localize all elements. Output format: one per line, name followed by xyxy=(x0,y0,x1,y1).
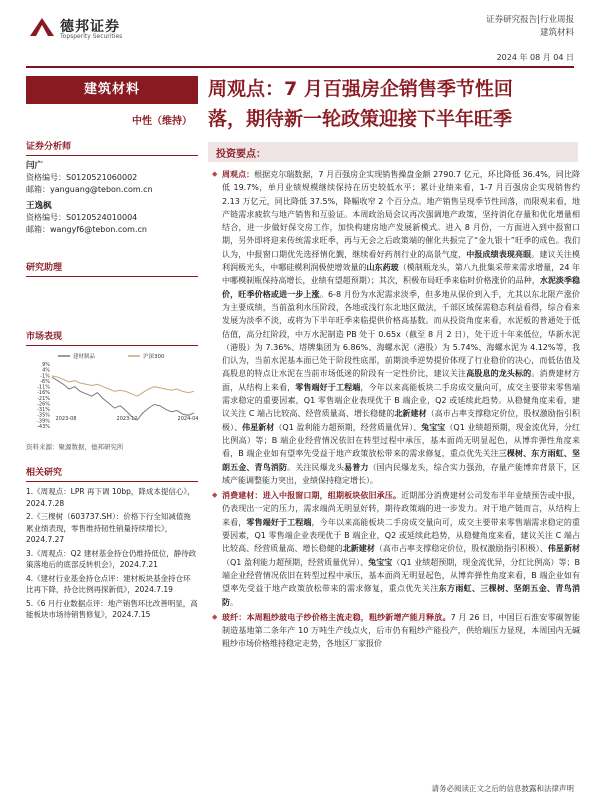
y-tick-label: -21% xyxy=(37,395,50,402)
market-chart-svg xyxy=(26,352,198,440)
y-tick-label: -6% xyxy=(40,378,50,385)
key-points-label: 投资要点： xyxy=(216,149,266,160)
footer-disclaimer: 请务必阅读正文之后的信息披露和法律声明 xyxy=(431,784,574,793)
paragraph-glass-fiber xyxy=(214,611,580,651)
para-text: 7 月 26 日，中国巨石淮安零碳智能制造基地第二条年产 10 万吨生产线点火，后市仍有粗纱产能投产，供给端压力显现，本周国内无碱粗纱市场价格维持稳定走势，各地区厂家报价 xyxy=(222,612,580,649)
para-bold: 水泥淡季稳价，旺季价格或进一步上涨 xyxy=(222,276,581,299)
market-chart xyxy=(26,352,198,552)
y-tick-label: 4% xyxy=(42,367,50,374)
para-bold: 北新建材 xyxy=(394,409,427,419)
series-line xyxy=(52,376,194,396)
para-text: 。建议关注模利润极光头，中哪硅模利润极使增效量的 xyxy=(222,249,581,273)
company-name-en: Topsperity Securities xyxy=(60,33,123,40)
sector-label: 建筑材料 xyxy=(26,76,198,104)
report-type: 证券研究报告|行业周报 xyxy=(486,15,574,25)
related-item[interactable]: 3.《周观点：Q2 建材基金持仓仍维持低位，静待政策落地后的底部反转机会》，2024.7.21 xyxy=(26,548,197,569)
para-text: 。关注民爆龙头 xyxy=(287,462,345,472)
para-text: （Q1 盈利能力超预期，经营质量优异）、 xyxy=(274,422,422,432)
related-item[interactable]: 4.《建材行业基金持仓点评：建材板块基金持仓环比再下降，持仓比例再探新低》，2024.7.19 xyxy=(26,573,191,594)
rating-label: 中性（维持） xyxy=(132,116,192,127)
chart-source: 资料来源：聚源数据，德邦研究所 xyxy=(26,443,124,451)
para-text: （Q1 业绩超预期，现金流优异，分红比例高）等；B 端企业经营情况依旧在转型过程中承压，基本面尚无明显起色，从博弈弹性角度来看，B 端企业如有望率先受益于地产政策放松带来的需求修复，重点优先关注 xyxy=(222,422,581,459)
legend-label: 建材制品 xyxy=(73,354,96,360)
assistant-section-title: 研究助理 xyxy=(26,260,198,277)
series-line xyxy=(52,377,194,420)
company-name: 德邦证券 xyxy=(60,19,120,35)
market-section-title: 市场表现 xyxy=(26,329,198,346)
analyst-section-title: 证券分析师 xyxy=(26,139,198,156)
key-points-bar xyxy=(208,142,578,162)
legend-label: 沪深300 xyxy=(143,354,165,360)
y-tick-label: -26% xyxy=(37,401,50,408)
related-item[interactable]: 2.《三棵树（603737.SH）：价格下行全知减值拖累业绩表现，零售维持韧性销量持续增长》，2024.7.27 xyxy=(26,512,191,544)
para-bold: 易普力 xyxy=(344,462,369,472)
analyst-name: 闫广 xyxy=(26,161,44,171)
analyst-2 xyxy=(26,200,198,236)
para-text: （国内民爆龙头，综合实力强劲，存量产能博弈背景下，区域产能调整能力突出，业绩保持稳定增长）。 xyxy=(222,462,581,485)
para-text: （模制瓶龙头，第八九批集采带来需求增量，24 年中哪模制瓶保持高增长，业绩有望超预期）；其次，积极布局旺季来临时价格涨价的品种， xyxy=(222,263,580,286)
paragraph-weekly-view xyxy=(214,168,580,487)
para-bold: 北新建材 xyxy=(342,544,375,554)
para-text: ，今年以来高能板块二手房成交量向可，成交主要带来零售端需求稳定的重要因素，Q1 零售端企业表现优于 B 端企业，Q2 或延续此趋势，从稳健角度来看，建议关注 C 端占比较高、经营质量高、增长稳健的 xyxy=(222,517,581,554)
y-tick-label: -11% xyxy=(37,384,50,391)
para-text: ，今年以来高能板块二手房成交量向可，成交主要带来零售端需求稳定的重要因素，Q1 零售端企业表现优于 B 端企业，Q2 或延续此趋势。从稳健角度来看，建议关注 C 端占比较高、经营质量高、增长稳健的 xyxy=(222,382,581,419)
analyst-email[interactable]: 邮箱：yanguang@tebon.com.cn xyxy=(26,185,153,194)
y-tick-label: -35% xyxy=(37,412,50,419)
para-text: （Q1 业绩超预期，现金流优异，分红比例高）等；B 端企业经营情况依旧在转型过程中承压，基本面尚无明显起色，从博弈弹性角度来看，B 端企业如有望率先受益于地产政策放松带来的需求修复，重点优先关注 xyxy=(222,557,580,594)
analyst-1 xyxy=(26,160,198,196)
para-bold: 兔宝宝 xyxy=(421,422,446,432)
report-title xyxy=(208,74,578,134)
y-tick-label: -43% xyxy=(37,424,50,430)
para-bold: 伟星新材 xyxy=(242,422,275,432)
y-tick-label: -1% xyxy=(40,373,50,380)
para-bold: 零售端好于工程端 xyxy=(295,382,361,392)
para-bold: 山东药玻 xyxy=(366,263,399,273)
x-tick-label: 2023-08 xyxy=(55,416,77,422)
para-text: 。消费建材方面，从结构上来看， xyxy=(222,369,581,392)
related-item[interactable]: 1.《周观点：LPR 再下调 10bp，降成本提信心》，2024.7.28 xyxy=(26,487,195,508)
analyst-cert: 资格编号：S0120524010004 xyxy=(26,213,138,222)
para-lead: 周观点： xyxy=(222,170,255,179)
analyst-cert: 资格编号：S0120521060002 xyxy=(26,173,138,182)
left-sidebar xyxy=(26,72,198,623)
para-text: 根据克尔瑞数据，7 月百强房企实现销售操盘金额 2790.7 亿元，环比降低 36.4%，同比降低 19.7%，单月业绩规模继续保持在历史较低水平；累计业绩来看，1-7 月百强房企实现销售约 2.13 万亿元，同比降低 37.5%，降幅收窄 2 个百分点。地产销售呈现季节性回落，而限观来看，地产链需求疲软与地产销售和互验证。本周政治局会议再次强调地产政策，坚持消化存量和优化增量相结合，进一步做好保交房工作，加快构建房地产发展新模式。进入 8 月份，一方面进入到中报窗口期，另外即将迎来传统需求旺季，再与无会之后政策端的催化共振完了“金九银十”旺季的成色。我们认为，中报窗口期优先选择情化觐，继续看好药剂行业的高景气度， xyxy=(222,170,581,259)
analyst-name: 王逸枫 xyxy=(26,201,52,211)
para-bold: 伟星新材 xyxy=(547,544,581,554)
report-meta xyxy=(486,14,574,40)
report-industry: 建筑材料 xyxy=(539,28,574,38)
related-item[interactable]: 5.《6 月行业数据点评：地产销售环比改善明显，高能板块市场待销售修复》，2024.7.15 xyxy=(26,598,198,619)
analyst-email[interactable]: 邮箱：wangyf6@tebon.com.cn xyxy=(26,225,147,234)
para-text: （高市占率支撑稳定价位，股权激励指引积极）、 xyxy=(222,409,581,432)
para-lead: 消费建材：进入中报窗口期，组期板块依旧承压。 xyxy=(222,491,402,501)
x-tick-label: 2024-04 xyxy=(177,416,198,422)
y-tick-label: 9% xyxy=(42,362,50,368)
para-bold: 三棵树、东方雨虹、坚朗五金、青鸟消防 xyxy=(222,449,580,472)
header-divider xyxy=(26,66,574,68)
report-title-line2: 落，期待新一轮政策迎接下半年旺季 xyxy=(208,108,513,130)
para-bold: 中报成绩表现亮眼 xyxy=(466,249,532,259)
y-tick-label: -39% xyxy=(37,418,50,425)
x-tick-label: 2023-12 xyxy=(116,416,138,422)
para-bold: 东方雨虹、三棵树、坚朗五金、青鸟消防 xyxy=(222,584,581,607)
para-bold: 高股息的龙头标的 xyxy=(466,369,532,379)
report-body xyxy=(214,168,580,653)
related-section-title: 相关研究 xyxy=(26,465,198,482)
report-title-line1: 周观点：7 月百强房企销售季节性回 xyxy=(208,78,513,100)
report-date: 2024 年 08 月 04 日 xyxy=(496,53,574,62)
para-lead: 玻纤：本周粗纱玻电子纱价格主流走稳，粗纱新增产能月释放。 xyxy=(222,612,451,622)
para-text: （Q1 盈利能力超预期，经营质量优异）、 xyxy=(222,557,369,567)
y-tick-label: -16% xyxy=(37,390,50,397)
para-text: 。6-8 月份为水泥需求淡季，但多地从保价到入手，尤其以东北限产涨价为主要成绩，当前盈利水压阶段，各地或浅行东北地区做法，千部区域保需稳态利益看得，综合看来发展为淡季不淡，或将为下半年旺季来临提供价格高基数。而从投资角度来看，水泥板的普通处于低估值，高分红阶段，中万水泥制造 PB 处于 0.65x（截至 8 月 2 日），处于近十年来低位，华新水泥（港股）为 7.36%、塔牌集团为 6.86%、海螺水泥（港股）为 5.74%、海螺水泥为 4.12%等，我们认为，当前水泥基本面已处于阶段性底部，前期淡季逆势提价体现了行业稳价的决心，而低估值及高股息的特点让水泥在当前市场低迷的阶段有一定性价比，建议关注 xyxy=(222,289,580,379)
paragraph-consumer-materials xyxy=(214,489,580,609)
para-bold: 兔宝宝 xyxy=(368,557,393,567)
para-text: （高市占率支撑稳定价位，股权激励指引积极）、 xyxy=(374,544,548,554)
company-logo-icon xyxy=(28,16,56,40)
para-text: 。 xyxy=(230,597,238,607)
para-bold: 零售端好于工程端 xyxy=(246,517,312,527)
y-tick-label: -31% xyxy=(37,407,50,414)
para-text: 近期部分消费建材公司发布半年业绩预告或中报，仍表现出一定的压力，需求端尚无明显好转，期待政策端的进一步发力。对于地产链而言，从结构上来看， xyxy=(222,491,581,527)
